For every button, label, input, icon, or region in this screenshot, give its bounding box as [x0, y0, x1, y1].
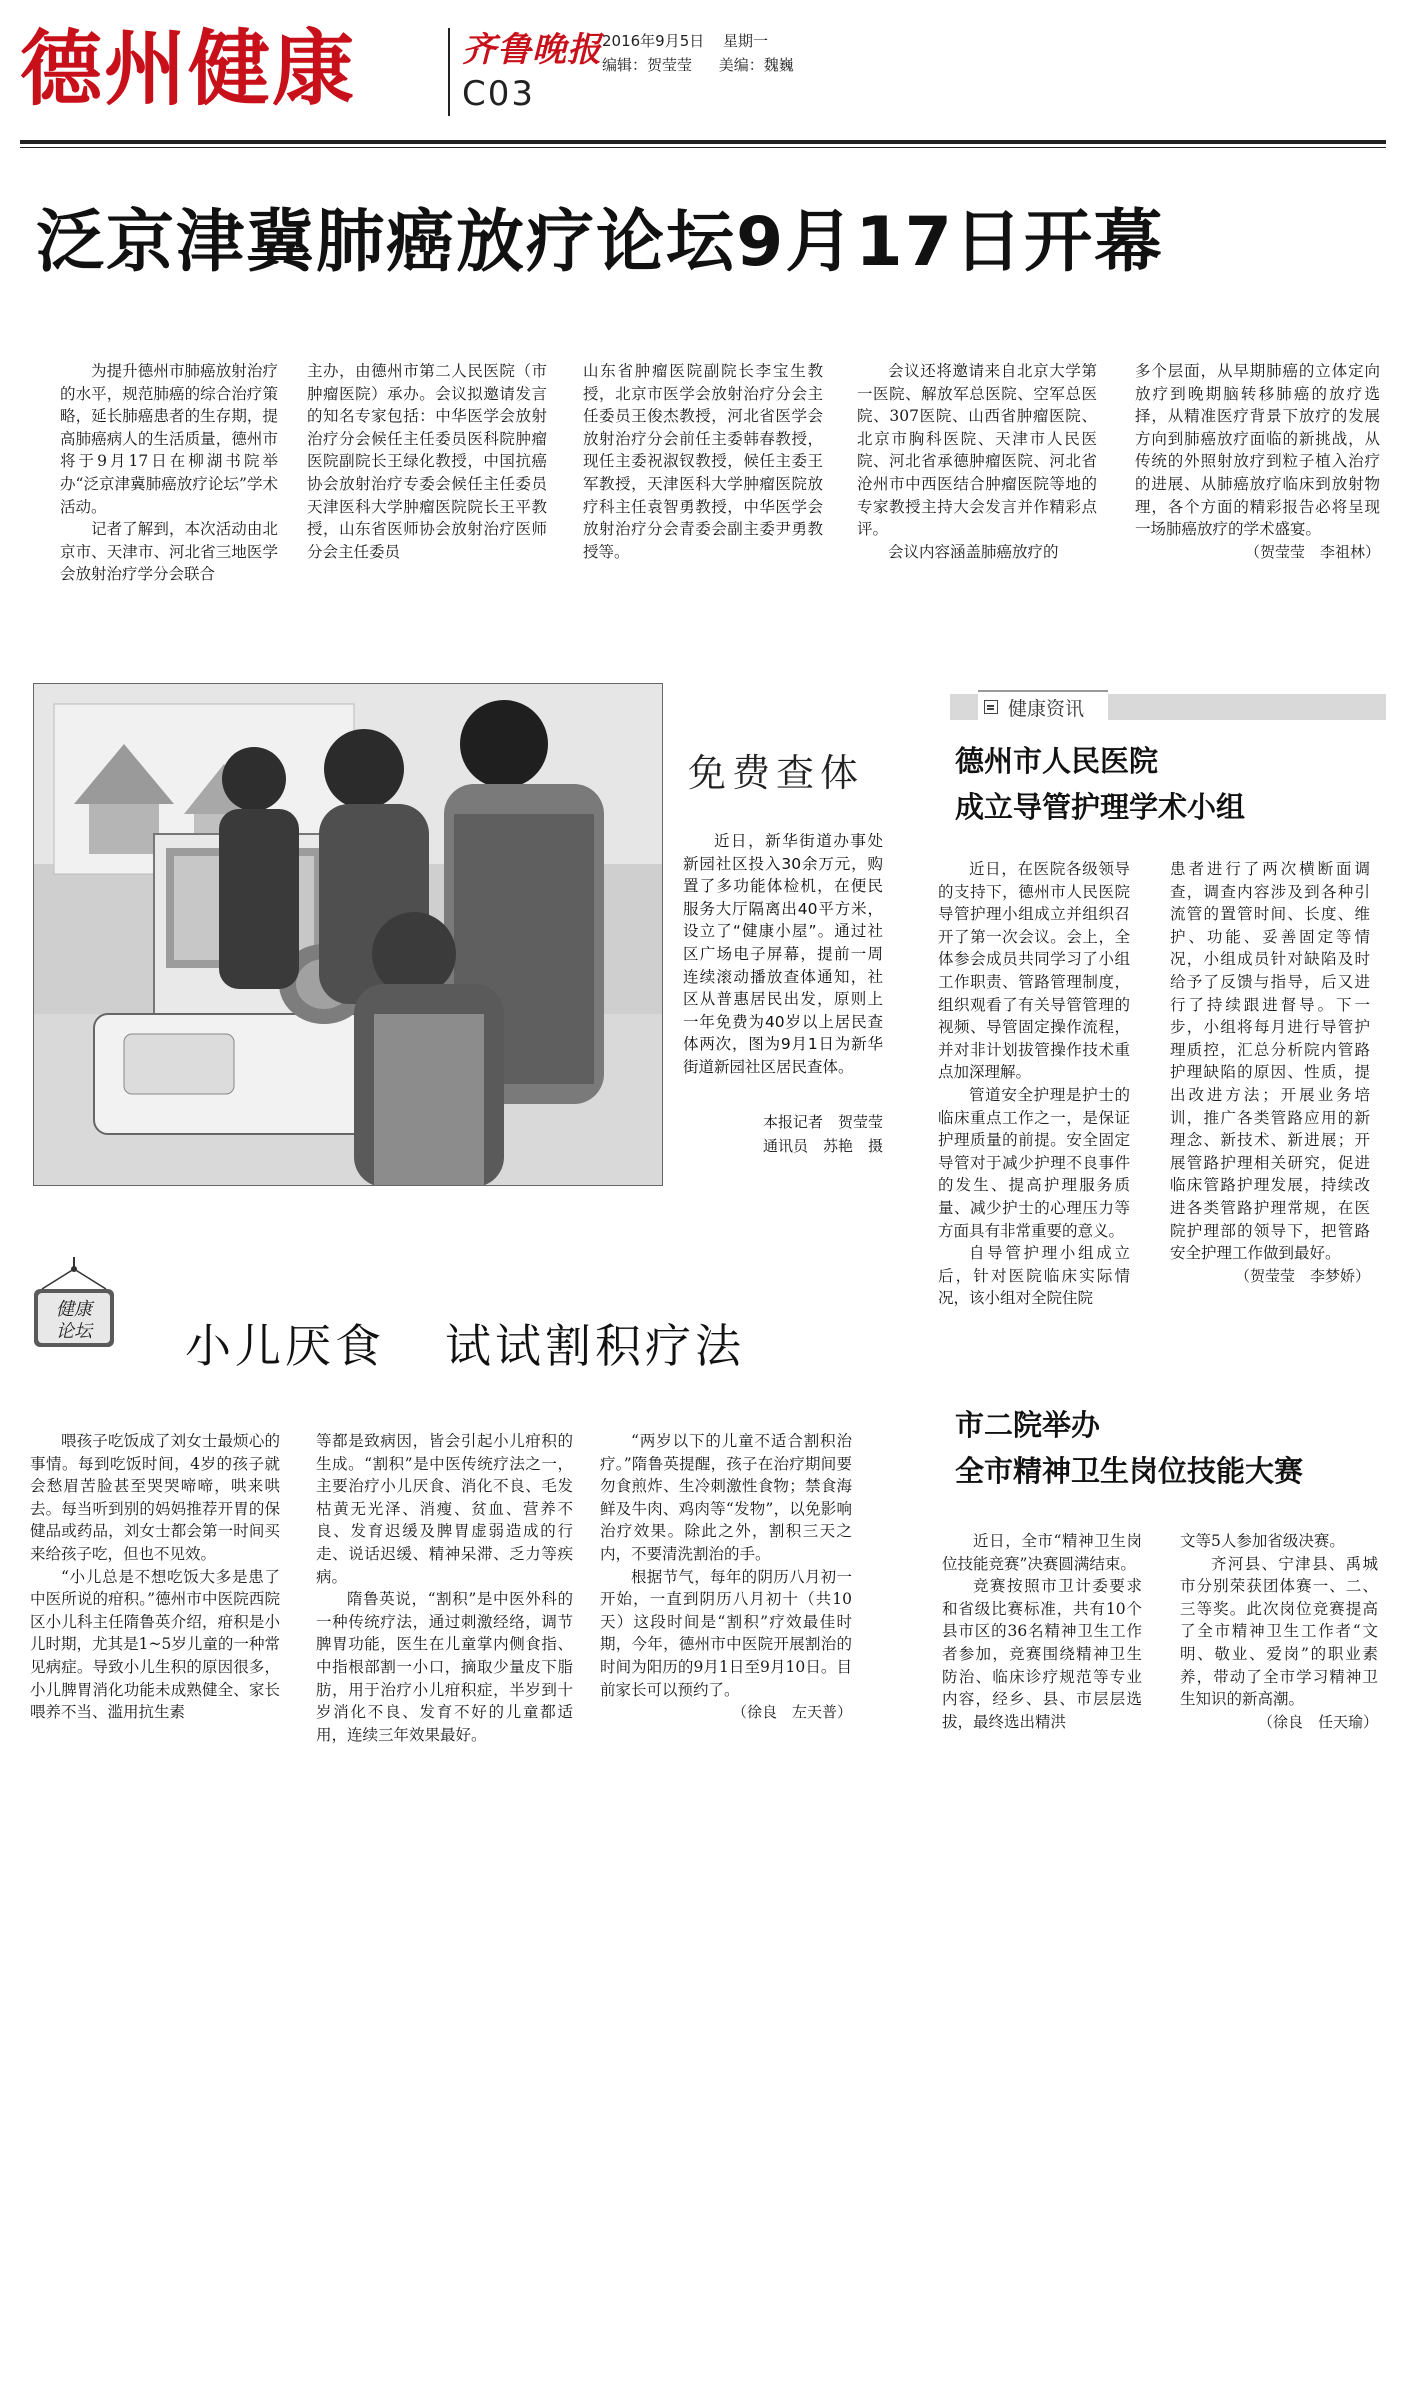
- paragraph: 隋鲁英说，“割积”是中医外科的一种传统疗法，通过刺激经络，调节脾胃功能，医生在儿童掌内侧食指、中指根部割一小口，摘取少量皮下脂肪，用于治疗小儿疳积症，半岁到十岁消化不良、发育不好的儿童都适用，连续三年效果最好。: [316, 1590, 573, 1744]
- credit-reporter: 本报记者 贺莹莹: [762, 1113, 883, 1131]
- date-line: [602, 30, 768, 51]
- photo-title: 免费查体: [688, 751, 865, 795]
- byline: （贺莹莹 李梦娇）: [1234, 1266, 1370, 1285]
- contest-headline-line2: 全市精神卫生岗位技能大赛: [955, 1454, 1304, 1488]
- badge-line1: 健康: [56, 1299, 92, 1320]
- paragraph: 近日，全市“精神卫生岗位技能竞赛”决赛圆满结束。: [942, 1532, 1142, 1573]
- contest-headline-line1: 市二院举办: [955, 1408, 1101, 1442]
- section-label: 健康资讯: [1008, 698, 1085, 720]
- hospital-column-1: [938, 858, 1130, 1368]
- hospital-headline: [955, 738, 1245, 830]
- byline: （贺莹莹 李祖林）: [1244, 542, 1380, 561]
- paragraph: 患者进行了两次横断面调查，调查内容涉及到各种引流管的置管时间、长度、维护、功能、妥善固定等情况，小组成员针对缺陷及时给予了反馈与指导，后又进行了持续跟进督导。下一步，小组将每月进行导管护理质控，汇总分析院内管路护理缺陷的原因、性质，提出改进方法；开展业务培训，推广各类管路应用的新理念、新技术、新进展；开展管路护理相关研究，促进临床管路护理发展，持续改进各类管路护理常规，在医院护理部的领导下，把管路安全护理工作做到最好。: [1170, 860, 1370, 1263]
- issue-weekday: 星期一: [723, 32, 769, 50]
- paragraph: “两岁以下的儿童不适合割积治疗。”隋鲁英提醒，孩子在治疗期间要勿食煎炸、生冷刺激性食物；禁食海鲜及牛肉、鸡肉等“发物”，以免影响治疗效果。除此之外，割积三天之内，不要清洗割治的手。: [600, 1432, 852, 1563]
- paragraph: 等都是致病因，皆会引起小儿疳积的生成。“割积”是中医传统疗法之一，主要治疗小儿厌食、消化不良、毛发枯黄无光泽、消瘦、贫血、营养不良、发育迟缓及脾胃虚弱造成的行走、说话迟缓、精神呆滞、乏力等疾病。: [316, 1432, 573, 1586]
- contest-headline: [955, 1402, 1303, 1494]
- editor-line: [602, 54, 816, 75]
- credit-correspondent: 通讯员 苏艳 摄: [762, 1137, 883, 1155]
- forum-column-2: [316, 1430, 573, 1790]
- paragraph: 文等5人参加省级决赛。: [1180, 1532, 1345, 1550]
- hospital-column-2: [1170, 858, 1370, 1358]
- photo-caption: [683, 830, 883, 1079]
- paragraph: 山东省肿瘤医院副院长李宝生教授，北京市医学会放射治疗分会主任委员王俊杰教授，河北省医学会放射治疗分会前任主委韩春教授，现任主委祝淑钗教授，候任主委王军教授，天津医科大学肿瘤医院放疗科主任袁智勇教授，中华医学会放射治疗分会青委会副主委尹勇教授等。: [583, 362, 823, 561]
- lead-headline: 泛京津冀肺癌放疗论坛9月17日开幕: [36, 203, 1164, 282]
- forum-headline-part2: 试试割积疗法: [445, 1319, 745, 1373]
- caption-text: 近日，新华街道办事处新园社区投入30余万元，购置了多功能体检机，在便民服务大厅隔离出40平方米，设立了“健康小屋”。通过社区广场电子屏幕，提前一周连续滚动播放查体通知，社区从普惠居民出发，原则上一年免费为40岁以上居民查体两次，图为9月1日为新华街道新园社区居民查体。: [683, 832, 883, 1076]
- news-icon: [984, 700, 998, 714]
- forum-headline-part1: 小儿厌食: [185, 1319, 385, 1373]
- paragraph: 根据节气，每年的阴历八月初一开始，一直到阴历八月初十（共10天）这段时间是“割积”疗效最佳时期，今年，德州市中医院开展割治的时间为阳历的9月1日至9月10日。目前家长可以预约了。: [600, 1567, 852, 1699]
- lead-column-2: [307, 360, 547, 600]
- byline: （徐良 任天瑜）: [1257, 1712, 1378, 1731]
- masthead-divider: [448, 28, 450, 116]
- health-forum-badge: [28, 1255, 120, 1355]
- paragraph: 多个层面，从早期肺癌的立体定向放疗到晚期脑转移肺癌的放疗选择，从精准医疗背景下放疗的发展方向到肺癌放疗面临的新挑战，从传统的外照射放疗到粒子植入治疗的进展、从肺癌放疗临床到放射物理，各个方面的精彩报告必将呈现一场肺癌放疗的学术盛宴。: [1135, 362, 1380, 539]
- forum-column-1: [30, 1430, 280, 1790]
- header-rule: [20, 140, 1386, 144]
- byline: （徐良 左天普）: [731, 1703, 852, 1722]
- hospital-headline-line2: 成立导管护理学术小组: [955, 790, 1246, 824]
- paragraph: “小儿总是不想吃饭大多是患了中医所说的疳积。”德州市中医院西院区小儿科主任隋鲁英介绍，疳积是小儿时期，尤其是1~5岁儿童的一种常见病症。导致小儿生积的原因很多，小儿脾胃消化功能未成熟健全、家长喂养不当、滥用抗生素: [30, 1567, 280, 1722]
- paragraph: 自导管护理小组成立后，针对医院临床实际情况，该小组对全院住院: [938, 1244, 1130, 1308]
- paragraph: 齐河县、宁津县、禹城市分别荣获团体赛一、二、三等奖。此次岗位竞赛提高了全市精神卫生工作者“文明、敬业、爱岗”的职业素养，带动了全市学习精神卫生知识的新高潮。: [1180, 1554, 1378, 1709]
- forum-headline: [185, 1310, 805, 1376]
- photo-credit: [683, 1110, 883, 1158]
- forum-column-3: [600, 1430, 852, 1820]
- badge-line2: 论坛: [56, 1321, 92, 1342]
- paragraph: 记者了解到，本次活动由北京市、天津市、河北省三地医学会放射治疗学分会联合: [60, 520, 278, 584]
- paragraph: 会议还将邀请来自北京大学第一医院、解放军总医院、空军总医院、307医院、山西省肿瘤医院、北京市胸科医院、天津市人民医院、河北省承德肿瘤医院、河北省沧州市中西医结合肿瘤医院等地的专家教授主持大会发言并作精彩点评。: [857, 362, 1097, 539]
- paragraph: 近日，在医院各级领导的支持下，德州市人民医院导管护理小组成立并组织召开了第一次会议。会上，全体参会成员共同学习了小组工作职责、管路管理制度，组织观看了有关导管管理的视频、导管固定操作流程，并对非计划拔管操作技术重点加深理解。: [938, 860, 1130, 1082]
- editor-credit: 编辑：贺莹莹: [602, 56, 693, 74]
- photo-community-checkup: [33, 683, 663, 1186]
- lead-column-1: [60, 360, 278, 600]
- newspaper-logo: 齐鲁晚报: [462, 30, 602, 70]
- designer-credit: 美编：魏巍: [718, 56, 794, 74]
- section-title: 德州健康: [20, 22, 357, 117]
- paragraph: 会议内容涵盖肺癌放疗的: [888, 542, 1059, 561]
- masthead: [20, 14, 1386, 144]
- contest-column-2: [1180, 1530, 1378, 1830]
- page-number: C03: [462, 74, 536, 114]
- lead-column-4: [857, 360, 1097, 600]
- section-tab-health-news: [950, 690, 1386, 726]
- paragraph: 主办，由德州市第二人民医院（市肿瘤医院）承办。会议拟邀请发言的知名专家包括：中华医学会放射治疗分会候任主任委员医科院肿瘤医院副院长王绿化教授，中国抗癌协会放射治疗专委会候任主任委员天津医科大学肿瘤医院院长王平教授，山东省医师协会放射治疗医师分会主任委员: [307, 362, 547, 561]
- paragraph: 管道安全护理是护士的临床重点工作之一，是保证护理质量的前提。安全固定导管对于减少护理不良事件的发生、提高护理服务质量、减少护士的心理压力等方面具有非常重要的意义。: [938, 1085, 1130, 1240]
- contest-column-1: [942, 1530, 1142, 1830]
- issue-date: 2016年9月5日: [602, 32, 705, 50]
- paragraph: 竞赛按照市卫计委要求和省级比赛标准，共有10个县市区的36名精神卫生工作者参加，竞赛围绕精神卫生防治、临床诊疗规范等专业内容，经乡、县、市层层选拔，最终选出精洪: [942, 1577, 1142, 1731]
- paragraph: 喂孩子吃饭成了刘女士最烦心的事情。每到吃饭时间，4岁的孩子就会愁眉苦脸甚至哭哭啼啼，哄来哄去。每当听到别的妈妈推荐开胃的保健品或药品，刘女士都会第一时间买来给孩子吃，但也不见效。: [30, 1432, 280, 1563]
- lead-column-5: [1135, 360, 1380, 620]
- lead-column-3: [583, 360, 823, 600]
- hospital-headline-line1: 德州市人民医院: [955, 744, 1159, 778]
- paragraph: 为提升德州市肺癌放射治疗的水平，规范肺癌的综合治疗策略，延长肺癌患者的生存期，提高肺癌病人的生活质量，德州市将于9月17日在柳湖书院举办“泛京津冀肺癌放疗论坛”学术活动。: [60, 362, 278, 516]
- header-rule-thin: [20, 147, 1386, 148]
